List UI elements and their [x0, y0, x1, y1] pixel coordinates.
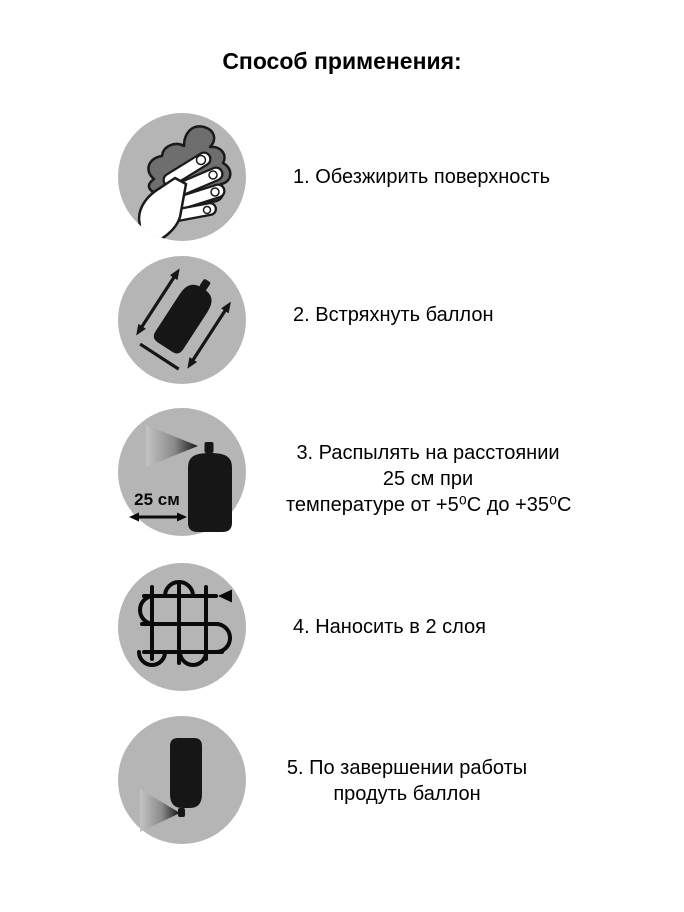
spray-can-nozzle	[205, 442, 214, 453]
spray-can-nozzle	[178, 808, 185, 817]
hand-wipe-icon	[118, 113, 246, 241]
shake-can-icon	[118, 256, 246, 384]
step-text-2	[293, 302, 494, 328]
distance-label: 25 см	[134, 490, 180, 509]
step-line: 5. По завершении работы	[286, 757, 528, 779]
step-text-4	[293, 614, 486, 640]
step-line: 1. Обезжирить поверхность	[293, 166, 550, 188]
step-line: температуре от +5⁰С до +35⁰С	[286, 494, 572, 516]
spray-distance-icon	[118, 408, 246, 536]
step-line: 2. Встряхнуть баллон	[293, 304, 494, 326]
step-line: 3. Распылять на расстоянии	[296, 442, 560, 464]
step-text-1	[293, 164, 550, 190]
step-text-5	[282, 755, 532, 807]
serpentine-pattern	[139, 582, 230, 665]
step-line: 25 см при	[382, 468, 474, 490]
inverted-can-body	[170, 738, 202, 808]
two-layer-pattern-icon	[118, 563, 246, 691]
spray-can-body	[188, 453, 232, 532]
purge-can-icon	[118, 716, 246, 844]
step-line: 4. Наносить в 2 слоя	[293, 616, 486, 638]
page-title: Способ применения:	[222, 48, 462, 74]
step-text-3	[286, 440, 570, 518]
step-line: продуть баллон	[333, 783, 481, 805]
